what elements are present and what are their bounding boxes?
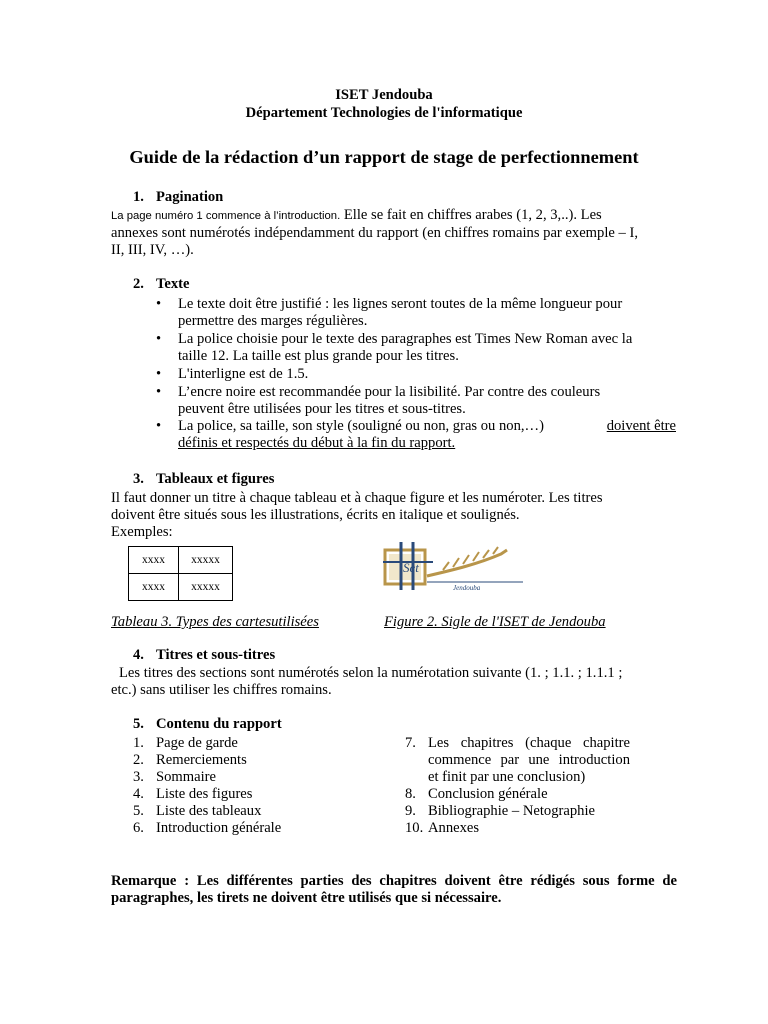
list-item: Sommaire <box>156 769 216 785</box>
logo-letters: Set <box>403 560 419 575</box>
section-1-line-2: annexes sont numérotés indépendamment du rapport (en chiffres romains par exemple – I, <box>111 225 638 241</box>
table-cell: xxxxx <box>179 547 233 574</box>
list-item-line: commence par une introduction <box>428 752 630 768</box>
section-3-examples: Exemples: <box>111 524 173 540</box>
list-item-number: 10. <box>405 820 424 836</box>
section-4-line-1: Les titres des sections sont numérotés selon la numérotation suivante (1. ; 1.1. ; 1.1.1 ; <box>119 665 623 681</box>
bullet-4-line-2: peuvent être utilisées pour les titres et sous-titres. <box>178 401 466 417</box>
bullet-5-line-2: définis et respectés du début à la fin du rapport. <box>178 435 456 451</box>
list-item-number: 2. <box>133 752 144 768</box>
section-3-line-1: Il faut donner un titre à chaque tableau et à chaque figure et les numéroter. Les titres <box>111 490 603 506</box>
bullet-icon: • <box>156 331 162 347</box>
list-item: Annexes <box>428 820 480 836</box>
list-item-number: 5. <box>133 803 144 819</box>
bullet-2-line-2: taille 12. La taille est plus grande pour les titres. <box>178 348 459 364</box>
section-2-number: 2. <box>133 276 144 292</box>
remark-line-2: paragraphes, les tirets ne doivent être utilisés que si nécessaire. <box>111 890 502 906</box>
section-4-number: 4. <box>133 647 144 663</box>
list-item-number: 7. <box>405 735 416 751</box>
bullet-5-underlined: doivent être <box>606 418 676 434</box>
list-item-number: 9. <box>405 803 416 819</box>
table-cell: xxxx <box>129 574 179 601</box>
list-item-line: et finit par une conclusion) <box>428 769 586 785</box>
list-item: Bibliographie – Netographie <box>428 803 595 819</box>
bullet-1-line-1: Le texte doit être justifié : les lignes seront toutes de la même longueur pour <box>178 296 623 312</box>
table-row <box>129 574 233 601</box>
figure-caption: Figure 2. Sigle de l'ISET de Jendouba <box>384 614 606 630</box>
list-item: Page de garde <box>156 735 238 751</box>
list-item-line: Les chapitres (chaque chapitre <box>428 735 630 751</box>
section-1-heading: Pagination <box>156 189 224 205</box>
bullet-1-line-2: permettre des marges régulières. <box>178 313 368 329</box>
section-4-heading: Titres et sous-titres <box>156 647 276 663</box>
bullet-4-line-1: L’encre noire est recommandée pour la lisibilité. Par contre des couleurs <box>178 384 601 400</box>
institution-name: ISET Jendouba <box>335 87 433 103</box>
table-cell: xxxx <box>129 547 179 574</box>
section-1-line-1 <box>111 207 677 225</box>
example-table <box>128 546 233 601</box>
table-caption: Tableau 3. Types des cartesutilisées <box>111 614 319 630</box>
list-item: Conclusion générale <box>428 786 548 802</box>
bullet-icon: • <box>156 418 162 434</box>
iset-logo <box>383 540 533 592</box>
page-title: Guide de la rédaction d’un rapport de stage de perfectionnement <box>129 147 639 167</box>
section-3-heading: Tableaux et figures <box>156 471 275 487</box>
list-item-number: 6. <box>133 820 144 836</box>
table-row <box>129 547 233 574</box>
section-1-line-3: II, III, IV, …). <box>111 242 194 258</box>
section-5-heading: Contenu du rapport <box>156 716 282 732</box>
list-item: Introduction générale <box>156 820 282 836</box>
bullet-icon: • <box>156 384 162 400</box>
remark-line-1: Remarque : Les différentes parties des chapitres doivent être rédigés sous forme de <box>111 873 677 889</box>
bullet-2-line-1: La police choisie pour le texte des paragraphes est Times New Roman avec la <box>178 331 633 347</box>
table-cell: xxxxx <box>179 574 233 601</box>
list-item-number: 3. <box>133 769 144 785</box>
list-item-number: 4. <box>133 786 144 802</box>
department-name: Département Technologies de l'informatique <box>245 105 523 121</box>
section-1-lead: La page numéro 1 commence à l’introduction. <box>111 210 341 222</box>
section-2-heading: Texte <box>156 276 190 292</box>
list-item-number: 1. <box>133 735 144 751</box>
section-4-line-2: etc.) sans utiliser les chiffres romains. <box>111 682 332 698</box>
section-1-text-1: Elle se fait en chiffres arabes (1, 2, 3,..). Les <box>343 207 602 223</box>
section-5-number: 5. <box>133 716 144 732</box>
bullet-icon: • <box>156 366 162 382</box>
list-item-number: 8. <box>405 786 416 802</box>
bullet-3-text: L'interligne est de 1.5. <box>178 366 309 382</box>
bullet-5-plain: La police, sa taille, son style (souligné ou non, gras ou non,…) <box>178 418 544 434</box>
section-3-number: 3. <box>133 471 144 487</box>
list-item: Liste des tableaux <box>156 803 262 819</box>
list-item: Remerciements <box>156 752 247 768</box>
bullet-icon: • <box>156 296 162 312</box>
section-3-line-2: doivent être situés sous les illustrations, écrits en italique et soulignés. <box>111 507 520 523</box>
logo-caption: Jendouba <box>453 584 481 592</box>
section-1-number: 1. <box>133 189 144 205</box>
list-item: Liste des figures <box>156 786 253 802</box>
bullet-5-line-1 <box>178 418 676 435</box>
